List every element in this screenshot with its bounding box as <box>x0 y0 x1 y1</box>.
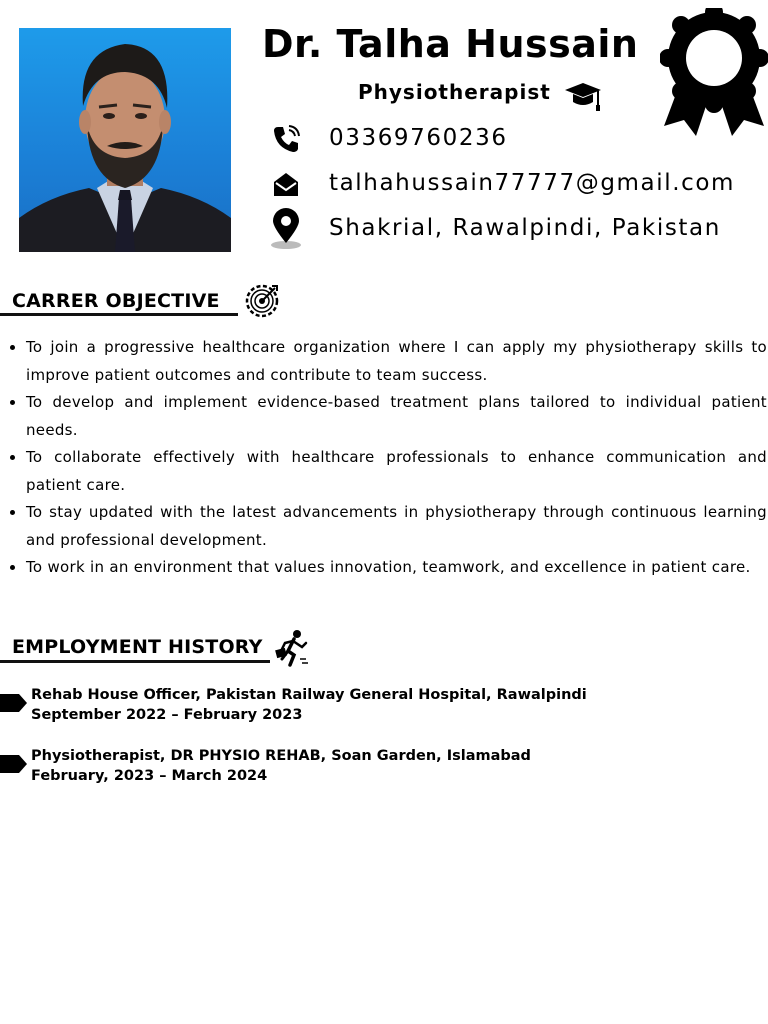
arrow-marker-icon <box>0 694 27 716</box>
target-gear-icon <box>242 281 282 325</box>
employment-section-title: EMPLOYMENT HISTORY <box>12 636 263 658</box>
job-position: Rehab House Officer, Pakistan Railway General Hospital, Rawalpindi <box>31 687 587 703</box>
location-pin-icon <box>268 209 304 249</box>
list-item: • To work in an environment that values innovation, teamwork, and excellence in patient care. <box>26 554 767 582</box>
phone-number[interactable]: 03369760236 <box>329 125 508 151</box>
award-ribbon-icon <box>660 8 768 144</box>
candidate-name: Dr. Talha Hussain <box>262 22 639 66</box>
job-position: Physiotherapist, DR PHYSIO REHAB, Soan Garden, Islamabad <box>31 748 531 764</box>
job-dates: September 2022 – February 2023 <box>31 707 303 723</box>
list-item: • To stay updated with the latest advancements in physiotherapy through continuous learning and professional development. <box>26 499 767 554</box>
employment-underline <box>0 660 270 663</box>
profile-photo <box>19 28 231 252</box>
phone-icon <box>268 119 304 159</box>
location-text: Shakrial, Rawalpindi, Pakistan <box>329 215 721 241</box>
candidate-role: Physiotherapist <box>358 80 551 104</box>
graduation-cap-icon <box>563 80 603 118</box>
list-item: • To join a progressive healthcare organization where I can apply my physiotherapy skills to improve patient outcomes and contribute to team success. <box>26 334 767 389</box>
envelope-icon <box>268 164 304 204</box>
objective-section-title: CARRER OBJECTIVE <box>12 290 220 312</box>
objective-list <box>8 334 767 582</box>
arrow-marker-icon <box>0 755 27 777</box>
list-item: • To collaborate effectively with healthcare professionals to enhance communication and patient care. <box>26 444 767 499</box>
objective-underline <box>0 313 238 316</box>
list-item: • To develop and implement evidence-based treatment plans tailored to individual patient needs. <box>26 389 767 444</box>
running-person-icon <box>274 629 310 671</box>
email-address[interactable]: talhahussain77777@gmail.com <box>329 170 736 196</box>
job-dates: February, 2023 – March 2024 <box>31 768 268 784</box>
